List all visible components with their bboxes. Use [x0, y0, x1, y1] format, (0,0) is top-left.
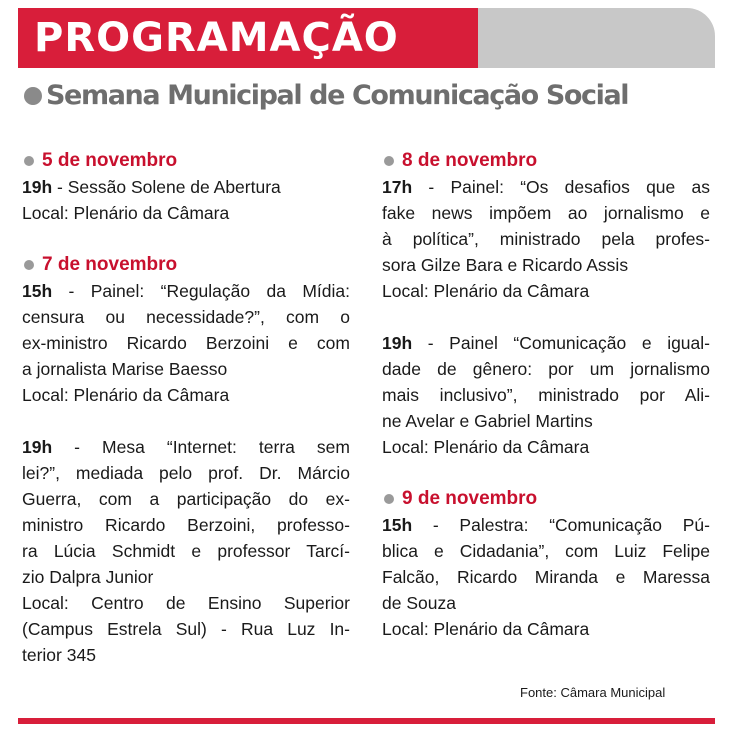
day-heading: [22, 252, 350, 278]
footer-bar: [18, 718, 715, 724]
bullet-icon: [24, 156, 34, 166]
event-line: blica e Cidadania”, com Luiz Felipe: [382, 541, 710, 561]
event-line: Falcão, Ricardo Miranda e Maressa: [382, 567, 710, 587]
event-line: mais inclusivo”, ministrado por Ali-: [382, 385, 710, 405]
day-heading: [382, 148, 710, 174]
bullet-icon: [24, 87, 42, 105]
page-title: PROGRAMAÇÃO: [34, 15, 399, 61]
event-line: ne Avelar e Gabriel Martins: [382, 411, 593, 431]
event-line: à política”, ministrado pela profes-: [382, 229, 710, 249]
day-date: 7 de novembro: [42, 254, 178, 275]
event: [22, 278, 350, 408]
bullet-icon: [24, 260, 34, 270]
event-time: 15h: [22, 281, 53, 301]
event-line: dade de gênero: por um jornalismo: [382, 359, 710, 379]
event-text: - Palestra: “Comunicação Pú-: [412, 515, 710, 535]
subtitle: [24, 80, 628, 111]
event-location: Local: Plenário da Câmara: [382, 281, 590, 301]
header-red-block: [18, 8, 478, 68]
event: [382, 512, 710, 642]
header-bar: [18, 8, 715, 68]
event: [382, 174, 710, 304]
source-credit: Fonte: Câmara Municipal: [520, 685, 666, 700]
bullet-icon: [384, 156, 394, 166]
event-line: terior 345: [22, 645, 96, 665]
event-line: [382, 174, 710, 200]
bullet-icon: [384, 494, 394, 504]
event-text: - Mesa “Internet: terra sem: [52, 437, 350, 457]
event-line: ra Lúcia Schmidt e professor Tarcí-: [22, 541, 350, 561]
day-heading: [22, 148, 350, 174]
event-line: [22, 434, 350, 460]
day-heading: [382, 486, 710, 512]
event-line: Guerra, com a participação do ex-: [22, 489, 350, 509]
event-text: - Sessão Solene de Abertura: [52, 177, 281, 197]
subtitle-text: Semana Municipal de Comunicação Social: [46, 80, 629, 111]
event-line: [22, 278, 350, 304]
event-line: [22, 174, 350, 200]
event-time: 17h: [382, 177, 413, 197]
event-line: [382, 330, 710, 356]
event-line: fake news impõem ao jornalismo e: [382, 203, 710, 223]
event-text: - Painel “Comunicação e igual-: [412, 333, 710, 353]
event-line: ministro Ricardo Berzoini, professo-: [22, 515, 350, 535]
day-date: 9 de novembro: [402, 488, 538, 509]
right-column: [382, 148, 710, 642]
event-line: (Campus Estrela Sul) - Rua Luz In-: [22, 619, 350, 639]
event-location: Local: Plenário da Câmara: [382, 619, 590, 639]
left-column: [22, 148, 350, 668]
event: [22, 434, 350, 668]
event-time: 15h: [382, 515, 413, 535]
day-date: 5 de novembro: [42, 150, 178, 171]
event-location: Local: Plenário da Câmara: [22, 385, 230, 405]
event-time: 19h: [22, 437, 53, 457]
event-time: 19h: [382, 333, 413, 353]
event-line: zio Dalpra Junior: [22, 567, 154, 587]
event: [382, 330, 710, 460]
event-line: ex-ministro Ricardo Berzoini e com: [22, 333, 350, 353]
event-location: Local: Plenário da Câmara: [382, 437, 590, 457]
event-line: censura ou necessidade?”, com o: [22, 307, 350, 327]
event-line: de Souza: [382, 593, 456, 613]
event-line: sora Gilze Bara e Ricardo Assis: [382, 255, 629, 275]
event-text: - Painel: “Regulação da Mídia:: [52, 281, 350, 301]
event-time: 19h: [22, 177, 53, 197]
event-text: - Painel: “Os desafios que as: [412, 177, 710, 197]
event-location: Local: Centro de Ensino Superior: [22, 593, 350, 613]
event-line: [382, 512, 710, 538]
event-line: lei?”, mediada pelo prof. Dr. Márcio: [22, 463, 350, 483]
event: [22, 174, 350, 226]
event-line: a jornalista Marise Baesso: [22, 359, 228, 379]
day-date: 8 de novembro: [402, 150, 538, 171]
event-location: Local: Plenário da Câmara: [22, 203, 230, 223]
